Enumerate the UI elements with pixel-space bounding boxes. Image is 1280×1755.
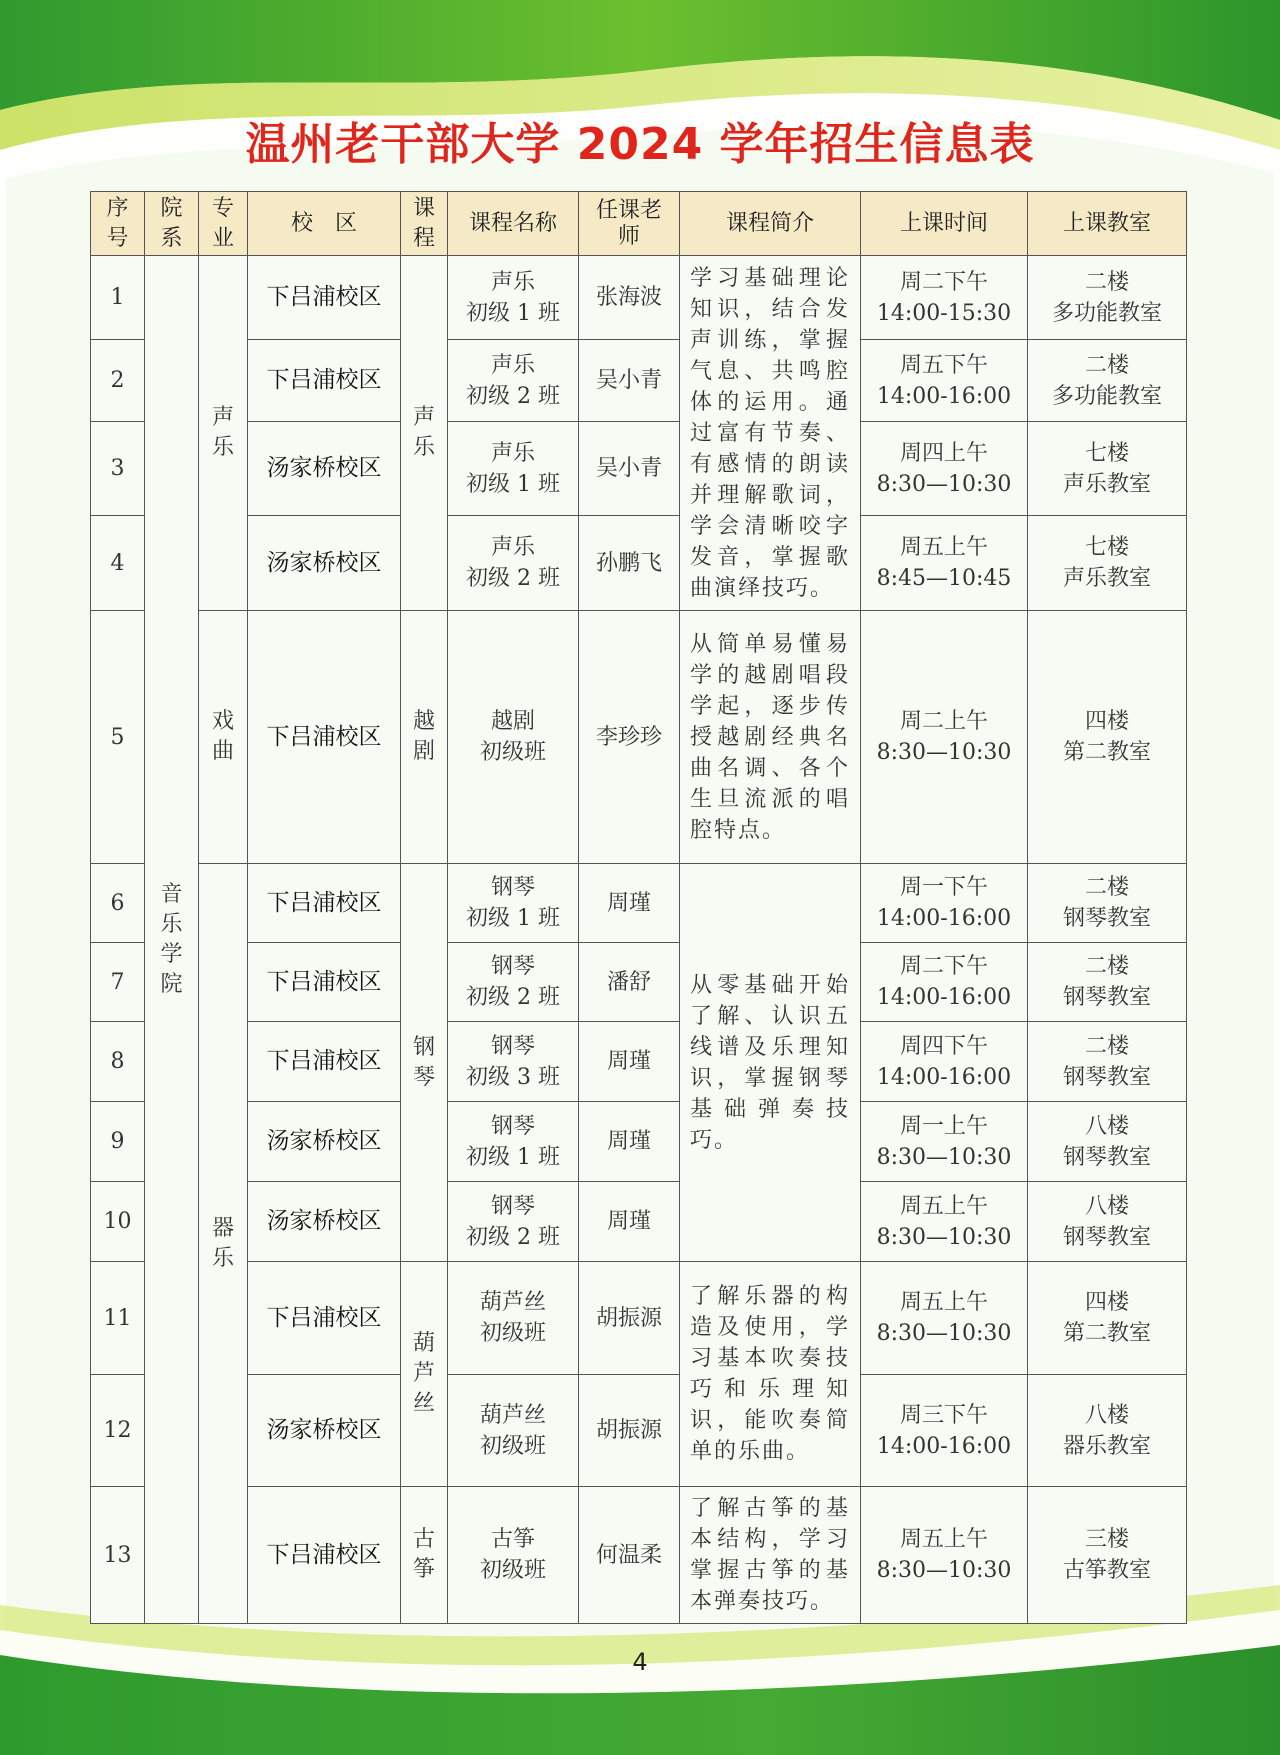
header-college: 院系: [145, 192, 199, 256]
teacher-cell: 胡振源: [579, 1262, 680, 1375]
course-name-line2: 初级 2 班: [466, 985, 560, 1010]
course-name-cell: [448, 1375, 579, 1487]
class-hours: 14:00-16:00: [876, 985, 1012, 1010]
classroom-name: 钢琴教室: [1062, 1144, 1151, 1170]
classroom-floor: 二楼: [1084, 352, 1129, 378]
class-hours: 14:00-16:00: [876, 906, 1012, 931]
seq-cell: 7: [91, 943, 145, 1022]
course-name-cell: [448, 340, 579, 422]
classroom-cell: [1028, 1102, 1187, 1182]
classroom-cell: [1028, 1182, 1187, 1262]
seq-cell: 3: [91, 422, 145, 516]
table-body: [91, 256, 1187, 1624]
course-name-line2: 初级 1 班: [466, 300, 560, 326]
class-time-cell: [861, 1022, 1028, 1102]
header-intro: 课程简介: [680, 192, 861, 256]
course-name-line1: 声乐: [490, 440, 535, 466]
campus-cell: 下吕浦校区: [248, 1022, 401, 1102]
campus-cell: 汤家桥校区: [248, 1375, 401, 1487]
classroom-cell: [1028, 1262, 1187, 1375]
campus-cell: 下吕浦校区: [248, 256, 401, 340]
classroom-floor: 八楼: [1084, 1113, 1129, 1139]
class-hours: 8:30—10:30: [876, 471, 1012, 497]
campus-cell: 下吕浦校区: [248, 1262, 401, 1375]
teacher-cell: 吴小青: [579, 422, 680, 516]
course-intro-cell: 从简单易懂易学的越剧唱段学起，逐步传授越剧经典名曲名调、各个生旦流派的唱腔特点。: [680, 611, 861, 864]
header-room: 上课教室: [1028, 192, 1187, 256]
course-name-line2: 初级班: [479, 1433, 546, 1459]
classroom-floor: 七楼: [1084, 440, 1129, 466]
classroom-floor: 四楼: [1084, 709, 1129, 734]
course-name-line1: 葫芦丝: [479, 1402, 546, 1428]
course-cell: 越剧: [401, 611, 448, 864]
classroom-name: 声乐教室: [1062, 471, 1151, 497]
classroom-floor: 八楼: [1084, 1193, 1129, 1219]
course-name-line1: 钢琴: [490, 875, 535, 900]
course-name-line2: 初级 1 班: [466, 906, 560, 931]
classroom-name: 钢琴教室: [1062, 906, 1151, 931]
classroom-floor: 七楼: [1084, 535, 1129, 560]
table-row: [91, 256, 1187, 340]
major-cell: 声乐: [199, 256, 248, 611]
class-hours: 14:00-15:30: [876, 300, 1012, 326]
class-time-cell: [861, 1375, 1028, 1487]
seq-cell: 10: [91, 1182, 145, 1262]
table-row: [91, 1102, 1187, 1182]
course-name-cell: [448, 864, 579, 943]
table-row: [91, 516, 1187, 611]
campus-cell: 下吕浦校区: [248, 943, 401, 1022]
course-name-line2: 初级 1 班: [466, 471, 560, 497]
seq-cell: 8: [91, 1022, 145, 1102]
teacher-cell: 潘舒: [579, 943, 680, 1022]
classroom-name: 声乐教室: [1062, 566, 1151, 591]
classroom-floor: 二楼: [1084, 1033, 1129, 1059]
class-day: 周五下午: [899, 352, 988, 378]
table-row: [91, 943, 1187, 1022]
teacher-cell: 何温柔: [579, 1487, 680, 1624]
table-row: [91, 1182, 1187, 1262]
classroom-cell: [1028, 943, 1187, 1022]
course-name-line2: 初级班: [479, 1321, 546, 1346]
campus-cell: 汤家桥校区: [248, 516, 401, 611]
class-time-cell: [861, 422, 1028, 516]
seq-cell: 13: [91, 1487, 145, 1624]
class-time-cell: [861, 943, 1028, 1022]
teacher-cell: 李珍珍: [579, 611, 680, 864]
course-name-line1: 钢琴: [490, 954, 535, 979]
class-time-cell: [861, 864, 1028, 943]
teacher-cell: 胡振源: [579, 1375, 680, 1487]
campus-cell: 汤家桥校区: [248, 422, 401, 516]
class-day: 周四上午: [899, 440, 988, 466]
class-hours: 8:30—10:30: [876, 740, 1012, 765]
seq-cell: 2: [91, 340, 145, 422]
teacher-cell: 张海波: [579, 256, 680, 340]
classroom-cell: [1028, 1487, 1187, 1624]
classroom-name: 第二教室: [1062, 1321, 1151, 1346]
course-name-cell: [448, 1262, 579, 1375]
class-hours: 14:00-16:00: [876, 1433, 1012, 1459]
enrollment-table: [90, 191, 1187, 1624]
classroom-cell: [1028, 864, 1187, 943]
course-name-cell: [448, 256, 579, 340]
course-name-line1: 声乐: [490, 535, 535, 560]
teacher-cell: 周瑾: [579, 1182, 680, 1262]
classroom-floor: 二楼: [1084, 875, 1129, 900]
class-time-cell: [861, 1487, 1028, 1624]
major-cell: 器乐: [199, 864, 248, 1624]
course-name-line2: 初级 1 班: [466, 1144, 560, 1170]
classroom-cell: [1028, 516, 1187, 611]
seq-cell: 1: [91, 256, 145, 340]
classroom-name: 器乐教室: [1062, 1433, 1151, 1459]
teacher-cell: 周瑾: [579, 1022, 680, 1102]
class-hours: 8:30—10:30: [876, 1558, 1012, 1583]
course-name-line1: 越剧: [490, 709, 535, 734]
classroom-floor: 二楼: [1084, 954, 1129, 979]
seq-cell: 9: [91, 1102, 145, 1182]
course-name-cell: [448, 1487, 579, 1624]
classroom-cell: [1028, 611, 1187, 864]
classroom-cell: [1028, 340, 1187, 422]
class-day: 周二下午: [899, 954, 988, 979]
course-name-cell: [448, 611, 579, 864]
table-row: [91, 1022, 1187, 1102]
course-name-line2: 初级班: [479, 1558, 546, 1583]
teacher-cell: 吴小青: [579, 340, 680, 422]
course-cell: 葫芦丝: [401, 1262, 448, 1487]
classroom-cell: [1028, 256, 1187, 340]
seq-cell: 12: [91, 1375, 145, 1487]
course-name-line2: 初级 2 班: [466, 1224, 560, 1250]
classroom-name: 钢琴教室: [1062, 985, 1151, 1010]
campus-cell: 下吕浦校区: [248, 1487, 401, 1624]
classroom-name: 古筝教室: [1062, 1558, 1151, 1583]
class-time-cell: [861, 516, 1028, 611]
header-teacher: 任课老师: [579, 192, 680, 256]
course-name-line2: 初级 3 班: [466, 1064, 560, 1090]
class-time-cell: [861, 611, 1028, 864]
course-intro-cell: 学习基础理论知识，结合发声训练，掌握气息、共鸣腔体的运用。通过富有节奏、有感情的朗读并理解歌词，学会清晰咬字发音，掌握歌曲演绎技巧。: [680, 256, 861, 611]
course-name-cell: [448, 943, 579, 1022]
enrollment-table-wrapper: [90, 191, 1186, 1624]
table-row: [91, 340, 1187, 422]
course-name-line1: 声乐: [490, 269, 535, 295]
header-campus: 校 区: [248, 192, 401, 256]
classroom-cell: [1028, 1375, 1187, 1487]
table-row: [91, 1375, 1187, 1487]
campus-cell: 汤家桥校区: [248, 1102, 401, 1182]
campus-cell: 汤家桥校区: [248, 1182, 401, 1262]
campus-cell: 下吕浦校区: [248, 864, 401, 943]
course-intro-cell: 了解古筝的基本结构，学习掌握古筝的基本弹奏技巧。: [680, 1487, 861, 1624]
header-time: 上课时间: [861, 192, 1028, 256]
header-seq: 序号: [91, 192, 145, 256]
course-name-line1: 葫芦丝: [479, 1290, 546, 1315]
classroom-floor: 八楼: [1084, 1402, 1129, 1428]
class-day: 周五上午: [899, 535, 988, 560]
class-hours: 14:00-16:00: [876, 383, 1012, 409]
course-name-cell: [448, 1102, 579, 1182]
table-row: [91, 611, 1187, 864]
classroom-name: 多功能教室: [1051, 300, 1162, 326]
classroom-floor: 二楼: [1084, 269, 1129, 295]
class-time-cell: [861, 1262, 1028, 1375]
classroom-name: 第二教室: [1062, 740, 1151, 765]
class-day: 周一上午: [899, 1113, 988, 1139]
class-day: 周四下午: [899, 1033, 988, 1059]
course-name-line1: 声乐: [490, 352, 535, 378]
course-name-line2: 初级 2 班: [466, 383, 560, 409]
campus-cell: 下吕浦校区: [248, 340, 401, 422]
class-day: 周三下午: [899, 1402, 988, 1428]
class-time-cell: [861, 256, 1028, 340]
class-time-cell: [861, 340, 1028, 422]
course-name-cell: [448, 516, 579, 611]
course-name-line1: 钢琴: [490, 1113, 535, 1139]
class-day: 周五上午: [899, 1290, 988, 1315]
table-header-row: [91, 192, 1187, 256]
class-hours: 8:30—10:30: [876, 1321, 1012, 1346]
seq-cell: 6: [91, 864, 145, 943]
major-cell: 戏曲: [199, 611, 248, 864]
page-title: 温州老干部大学 2024 学年招生信息表: [245, 119, 1035, 170]
college-cell: 音乐学院: [145, 256, 199, 1624]
class-time-cell: [861, 1102, 1028, 1182]
teacher-cell: 周瑾: [579, 1102, 680, 1182]
page-number: 4: [632, 1648, 648, 1676]
table-row: [91, 1262, 1187, 1375]
course-cell: 古筝: [401, 1487, 448, 1624]
header-major: 专业: [199, 192, 248, 256]
classroom-cell: [1028, 1022, 1187, 1102]
course-name-line1: 古筝: [490, 1527, 535, 1552]
course-name-cell: [448, 1022, 579, 1102]
class-time-cell: [861, 1182, 1028, 1262]
class-day: 周二下午: [899, 269, 988, 295]
class-hours: 8:30—10:30: [876, 1224, 1012, 1250]
class-day: 周二上午: [899, 709, 988, 734]
course-cell: 钢琴: [401, 864, 448, 1262]
classroom-name: 钢琴教室: [1062, 1064, 1151, 1090]
class-hours: 14:00-16:00: [876, 1064, 1012, 1090]
campus-cell: 下吕浦校区: [248, 611, 401, 864]
classroom-floor: 三楼: [1084, 1527, 1129, 1552]
seq-cell: 11: [91, 1262, 145, 1375]
class-day: 周五上午: [899, 1193, 988, 1219]
course-name-line2: 初级班: [479, 740, 546, 765]
class-day: 周五上午: [899, 1527, 988, 1552]
course-name-line2: 初级 2 班: [466, 566, 560, 591]
teacher-cell: 孙鹏飞: [579, 516, 680, 611]
table-row: [91, 864, 1187, 943]
seq-cell: 5: [91, 611, 145, 864]
course-intro-cell: 了解乐器的构造及使用，学习基本吹奏技巧和乐理知识，能吹奏简单的乐曲。: [680, 1262, 861, 1487]
course-name-line1: 钢琴: [490, 1193, 535, 1219]
classroom-name: 多功能教室: [1051, 383, 1162, 409]
seq-cell: 4: [91, 516, 145, 611]
classroom-cell: [1028, 422, 1187, 516]
course-name-cell: [448, 1182, 579, 1262]
classroom-name: 钢琴教室: [1062, 1224, 1151, 1250]
course-name-cell: [448, 422, 579, 516]
table-row: [91, 422, 1187, 516]
course-cell: 声乐: [401, 256, 448, 611]
course-intro-cell: 从零基础开始了解、认识五线谱及乐理知识，掌握钢琴基础弹奏技巧。: [680, 864, 861, 1262]
course-name-line1: 钢琴: [490, 1033, 535, 1059]
classroom-floor: 四楼: [1084, 1290, 1129, 1315]
table-row: [91, 1487, 1187, 1624]
teacher-cell: 周瑾: [579, 864, 680, 943]
class-day: 周一下午: [899, 875, 988, 900]
class-hours: 8:30—10:30: [876, 1144, 1012, 1170]
class-hours: 8:45—10:45: [876, 566, 1012, 591]
header-course-name: 课程名称: [448, 192, 579, 256]
header-course: 课程: [401, 192, 448, 256]
